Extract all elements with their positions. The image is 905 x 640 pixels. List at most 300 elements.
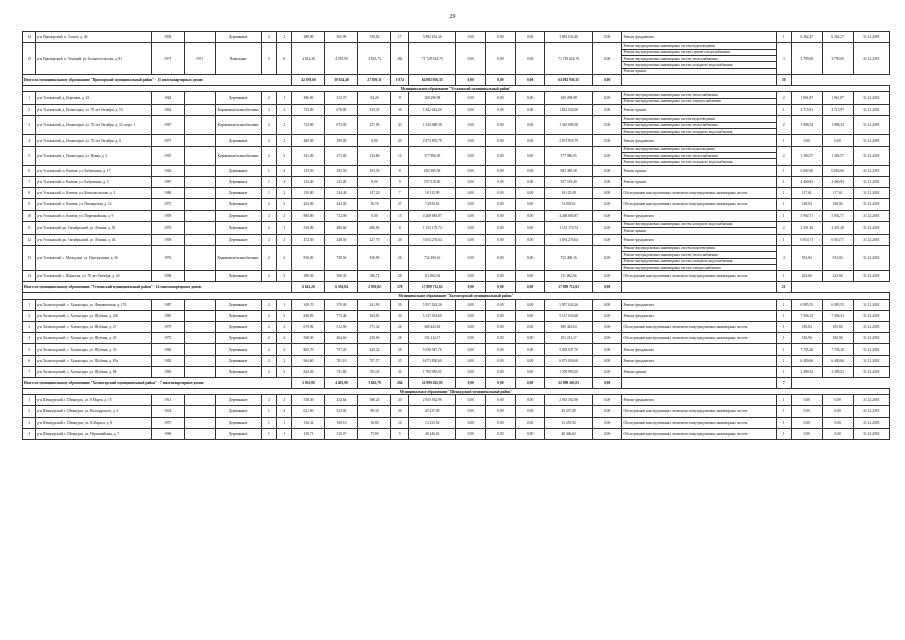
owner-funds: 45 237,90 <box>545 406 592 417</box>
work-type: Ремонт крыши <box>622 228 776 234</box>
num: 12 <box>23 234 36 245</box>
year-commissioned <box>184 428 215 439</box>
specific-cost: 4 460,83 <box>791 177 822 188</box>
total-cost: 1 416 088,38 <box>409 116 456 135</box>
regional-funds: 0,00 <box>486 32 516 43</box>
work-type: Ремонт фундамента <box>622 310 776 321</box>
work-count: 1 <box>776 135 791 146</box>
work-type: Ремонт внутридомовых инженерных систем водоотведения <box>622 116 776 122</box>
public-area: 386,20 <box>358 395 391 406</box>
total-cost: 111 862,94 <box>409 271 456 282</box>
entrances: 4 <box>277 177 292 188</box>
address: р-н Устьянский, д. Исакогорка, ул. 70 лет Октября, д. 8 <box>36 135 152 146</box>
subtotal-regional-funds: 0,00 <box>486 377 516 388</box>
table-row <box>23 271 890 282</box>
entrances: 1 <box>277 299 292 310</box>
max-cost: 0,00 <box>822 406 853 417</box>
work-count: 1 <box>776 188 791 199</box>
wall-material: Деревянные <box>215 92 261 105</box>
max-cost: 1 988,34 <box>822 116 853 135</box>
owner-funds: 1 842 043,00 <box>545 105 592 116</box>
year-commissioned <box>184 366 215 377</box>
entrances: 2 <box>277 105 292 116</box>
address: р-н Устьянский, рп. Октябрьский, ул. Ленина, д. 50 <box>36 221 152 234</box>
total-cost: 6 073 830,60 <box>409 355 456 366</box>
year-commissioned <box>184 188 215 199</box>
regional-funds: 0,00 <box>486 366 516 377</box>
work-type: Ремонт внутридомовых инженерных систем теплоснабжения <box>622 122 776 128</box>
work-type: Обследование конструктивных элементов и внутридомовых инженерных систем <box>622 199 776 210</box>
living-area: 134,40 <box>325 188 358 199</box>
num: 6 <box>23 355 36 366</box>
municipal-funds: 0,00 <box>515 322 545 333</box>
residents: 28 <box>391 344 409 355</box>
deadline: 31.12.2018 <box>853 135 890 146</box>
total-cost: 557 519,40 <box>409 177 456 188</box>
year-built: 1987 <box>151 177 184 188</box>
total-area: 679,96 <box>292 322 325 333</box>
specific-cost: 0,00 <box>791 395 822 406</box>
federal-funds: 0,00 <box>456 271 486 282</box>
table-row <box>23 355 890 366</box>
num: 7 <box>23 177 36 188</box>
max-cost: 182,96 <box>822 333 853 344</box>
federal-funds: 0,00 <box>456 165 486 176</box>
work-type: Ремонт внутридомовых инженерных систем холодного водоснабжения <box>622 221 776 227</box>
other-funds: 0,00 <box>592 299 622 310</box>
other-funds: 0,00 <box>592 355 622 366</box>
subtotal-municipal-funds: 0,00 <box>515 282 545 293</box>
municipality-header: Муниципальное образование "Шенкурский муниципальный район" <box>23 388 890 394</box>
floors: 5 <box>261 43 276 75</box>
other-funds: 0,00 <box>592 188 622 199</box>
year-built: 1982 <box>151 355 184 366</box>
address: р-н Устьянский, д. Исакогорка, ул. 70 лет Октября, д. 53 <box>36 105 152 116</box>
subtotal-residents: 278 <box>391 282 409 293</box>
specific-cost: 2 289,52 <box>791 366 822 377</box>
owner-funds: 5 127 033,60 <box>545 310 592 321</box>
work-count: 1 <box>776 355 791 366</box>
specific-cost: 6 400,66 <box>791 355 822 366</box>
entrances: 2 <box>277 146 292 165</box>
subtotal-total-area: 42 039,60 <box>292 75 325 86</box>
public-area: 445,22 <box>358 344 391 355</box>
address: р-н Устьянский, п. Кизема, ул. Комсомольская, д. 3 <box>36 188 152 199</box>
residents: 8 <box>391 92 409 105</box>
deadline: 31.12.2018 <box>853 210 890 221</box>
year-commissioned <box>184 395 215 406</box>
floors: 2 <box>261 271 276 282</box>
municipal-funds: 0,00 <box>515 271 545 282</box>
num: 6 <box>23 165 36 176</box>
other-funds: 0,00 <box>592 32 622 43</box>
address: р-н Устьянский, п. Кизема, ул. Пионерская, д. 12 <box>36 199 152 210</box>
year-commissioned <box>184 322 215 333</box>
address: р-н Шенкурский, г. Шенкурск, ул. Володарского, д. 4 <box>36 406 152 417</box>
entrances: 2 <box>277 199 292 210</box>
living-area: 443,00 <box>325 199 358 210</box>
deadline: 31.12.2018 <box>853 245 890 271</box>
work-type: Ремонт внутридомовых инженерных систем холодного водоснабжения <box>622 159 776 165</box>
specific-cost: 1 988,34 <box>791 116 822 135</box>
residents: 50 <box>391 299 409 310</box>
address: р-н Устьянский, рп. Октябрьский, ул. Ленина, д. 44 <box>36 234 152 245</box>
num: 2 <box>23 105 36 116</box>
residents: 26 <box>391 322 409 333</box>
residents: 8 <box>391 221 409 234</box>
specific-cost: 6 602,60 <box>791 165 822 176</box>
public-area: 325,45 <box>358 105 391 116</box>
housing-register-table <box>22 31 890 440</box>
entrances: 4 <box>277 165 292 176</box>
living-area: 365,99 <box>325 32 358 43</box>
num: 7 <box>23 366 36 377</box>
work-type: Ремонт внутридомовых инженерных систем теплоснабжения <box>622 252 776 258</box>
deadline: 31.12.2018 <box>853 32 890 43</box>
living-area: 125,00 <box>325 177 358 188</box>
entrances: 2 <box>277 135 292 146</box>
subtotal-federal-funds: 0,00 <box>456 282 486 293</box>
total-cost: 74 839,61 <box>409 199 456 210</box>
public-area: 103,50 <box>358 165 391 176</box>
work-type: Обследование конструктивных элементов и внутридомовых инженерных систем <box>622 188 776 199</box>
floors: 2 <box>261 135 276 146</box>
total-area: 568,30 <box>292 333 325 344</box>
table-row <box>23 395 890 406</box>
subtotal-public-area: 3 682,79 <box>358 377 391 388</box>
work-type: Ремонт фундамента <box>622 135 776 146</box>
subtotal-total-cost: 64 082 956,35 <box>409 75 456 86</box>
residents: 20 <box>391 234 409 245</box>
residents: 15 <box>391 210 409 221</box>
subtotal-row <box>23 75 890 86</box>
deadline: 31.12.2018 <box>853 146 890 165</box>
table-row <box>23 366 890 377</box>
owner-funds: 1 416 088,38 <box>545 116 592 135</box>
residents: 20 <box>391 135 409 146</box>
floors: 2 <box>261 210 276 221</box>
federal-funds: 0,00 <box>456 199 486 210</box>
owner-funds: 1 709 985,05 <box>545 366 592 377</box>
year-built: 1973 <box>151 199 184 210</box>
total-area: 132,40 <box>292 177 325 188</box>
year-built: 1967 <box>151 116 184 135</box>
work-type: Ремонт крыши <box>622 165 776 176</box>
specific-cost: 185,84 <box>791 322 822 333</box>
year-built: 1934 <box>151 406 184 417</box>
work-type: Ремонт фундамента <box>622 32 776 43</box>
subtotal-total-cost: 22 999 265,03 <box>409 377 456 388</box>
federal-funds: 0,00 <box>456 92 486 105</box>
work-count: 1 <box>776 210 791 221</box>
num: 8 <box>23 188 36 199</box>
total-area: 735,00 <box>292 105 325 116</box>
public-area: 3 833,74 <box>358 43 391 75</box>
subtotal-label: Итого по муниципальному образованию "Устьянский муниципальный район" - 14 многоквартирных домов: <box>23 282 292 293</box>
municipal-funds: 0,00 <box>515 32 545 43</box>
municipal-funds: 0,00 <box>515 395 545 406</box>
living-area: 773,40 <box>325 310 358 321</box>
year-built: 1976 <box>151 245 184 271</box>
work-type: Ремонт внутридомовых инженерных систем водоотведения <box>622 146 776 152</box>
public-area: 227,70 <box>358 234 391 245</box>
regional-funds: 0,00 <box>486 188 516 199</box>
total-cost: 45 237,90 <box>409 406 456 417</box>
total-cost: 1 709 985,05 <box>409 366 456 377</box>
residents: 32 <box>391 366 409 377</box>
year-commissioned <box>184 221 215 234</box>
work-count: 1 <box>776 406 791 417</box>
specific-cost: 913,84 <box>791 245 822 271</box>
public-area: 0,00 <box>358 210 391 221</box>
total-area: 844,30 <box>292 366 325 377</box>
total-area: 472,30 <box>292 234 325 245</box>
year-built: 1985 <box>151 310 184 321</box>
year-built: 1970 <box>151 221 184 234</box>
total-cost: 5 127 033,60 <box>409 310 456 321</box>
subtotal-regional-funds: 0,00 <box>486 75 516 86</box>
owner-funds: 380 443,63 <box>545 322 592 333</box>
wall-material: Деревянные <box>215 428 261 439</box>
regional-funds: 0,00 <box>486 428 516 439</box>
public-area: 763,43 <box>358 366 391 377</box>
owner-funds: 18 125,99 <box>545 188 592 199</box>
work-type: Обследование конструктивных элементов и внутридомовых инженерных систем <box>622 333 776 344</box>
year-commissioned <box>184 146 215 165</box>
deadline: 31.12.2018 <box>853 355 890 366</box>
entrances: 2 <box>277 188 292 199</box>
max-cost: 4 460,83 <box>822 177 853 188</box>
living-area: 673,00 <box>325 116 358 135</box>
work-count: 1 <box>776 32 791 43</box>
total-cost: 101 212,17 <box>409 333 456 344</box>
table-row <box>23 188 890 199</box>
address: р-н Устьянский, с. Малодоры, ул. Центральная, д. 36 <box>36 245 152 271</box>
year-commissioned <box>184 165 215 176</box>
floors: 2 <box>261 92 276 105</box>
municipal-funds: 0,00 <box>515 188 545 199</box>
work-count: 1 <box>776 322 791 333</box>
entrances: 2 <box>277 32 292 43</box>
other-funds: 0,00 <box>592 322 622 333</box>
deadline: 31.12.2018 <box>853 92 890 105</box>
address: р-н Устьянский, с. Шангалы, ул. 70 лет Октября, д. 26 <box>36 271 152 282</box>
specific-cost: 6 262,27 <box>791 32 822 43</box>
subtotal-total-area: 5 033,80 <box>292 377 325 388</box>
table-row <box>23 428 890 439</box>
year-built: 1958 <box>151 234 184 245</box>
municipal-funds: 0,00 <box>515 245 545 271</box>
federal-funds: 0,00 <box>456 406 486 417</box>
public-area: 356,90 <box>358 245 391 271</box>
other-funds: 0,00 <box>592 271 622 282</box>
owner-funds: 5 957 024,26 <box>545 299 592 310</box>
deadline: 31.12.2018 <box>853 271 890 282</box>
regional-funds: 0,00 <box>486 135 516 146</box>
year-built: 1986 <box>151 188 184 199</box>
regional-funds: 0,00 <box>486 177 516 188</box>
living-area: 108,10 <box>325 417 358 428</box>
num: 3 <box>23 417 36 428</box>
living-area: 313,70 <box>325 92 358 105</box>
floors: 2 <box>261 221 276 234</box>
total-area: 964,60 <box>292 355 325 366</box>
num: 11 <box>23 221 36 234</box>
table-row <box>23 177 890 188</box>
residents: 12 <box>391 146 409 165</box>
year-commissioned <box>184 245 215 271</box>
address: р-н Холмогорский, с. Холмогоры, ул. Шубина, д. 83а <box>36 355 152 366</box>
work-count: 3 <box>776 43 791 75</box>
work-type: Ремонт фундамента <box>622 395 776 406</box>
other-funds: 0,00 <box>592 221 622 234</box>
address: р-н Холмогорский, с. Холмогоры, ул. Шубина, д. 88 <box>36 366 152 377</box>
table-row <box>23 165 890 176</box>
public-area: 134,80 <box>358 146 391 165</box>
floors: 2 <box>261 355 276 366</box>
subtotal-work-type <box>622 377 776 388</box>
year-built: 1975 <box>151 333 184 344</box>
municipality-header: Муниципальное образование "Устьянский муниципальный район" <box>23 86 890 92</box>
federal-funds: 0,00 <box>456 146 486 165</box>
floors: 2 <box>261 366 276 377</box>
municipal-funds: 0,00 <box>515 428 545 439</box>
year-commissioned <box>184 32 215 43</box>
entrances: 6 <box>277 43 292 75</box>
owner-funds: 40 446,62 <box>545 428 592 439</box>
total-area: 139,71 <box>292 428 325 439</box>
wall-material: Деревянные <box>215 199 261 210</box>
address: р-н Приморский, п. Талаги, д. 46 <box>36 32 152 43</box>
living-area: 757,20 <box>325 344 358 355</box>
year-commissioned <box>184 105 215 116</box>
wall-material: Деревянные <box>215 310 261 321</box>
residents: 26 <box>391 245 409 271</box>
work-type: Обследование конструктивных элементов и внутридомовых инженерных систем <box>622 406 776 417</box>
year-built: 1969 <box>151 428 184 439</box>
entrances: 2 <box>277 366 292 377</box>
deadline: 31.12.2018 <box>853 177 890 188</box>
federal-funds: 0,00 <box>456 135 486 146</box>
total-cost: 683 369,58 <box>409 165 456 176</box>
num: 3 <box>23 322 36 333</box>
year-commissioned: 1971 <box>184 43 215 75</box>
federal-funds: 0,00 <box>456 344 486 355</box>
living-area: 399,00 <box>325 135 358 146</box>
max-cost: 6 262,27 <box>822 32 853 43</box>
municipal-funds: 0,00 <box>515 43 545 75</box>
deadline: 31.12.2018 <box>853 428 890 439</box>
max-cost: 1 384,57 <box>822 146 853 165</box>
num: 5 <box>23 146 36 165</box>
floors: 2 <box>261 299 276 310</box>
residents: 43 <box>391 116 409 135</box>
subtotal-federal-funds: 0,00 <box>456 75 486 86</box>
entrances: 2 <box>277 344 292 355</box>
federal-funds: 0,00 <box>456 116 486 135</box>
residents: 37 <box>391 199 409 210</box>
deadline: 31.12.2018 <box>853 406 890 417</box>
deadline: 31.12.2018 <box>853 165 890 176</box>
year-commissioned <box>184 299 215 310</box>
year-built: 1964 <box>151 92 184 105</box>
regional-funds: 0,00 <box>486 245 516 271</box>
num: 4 <box>23 135 36 146</box>
deadline: 31.12.2018 <box>853 366 890 377</box>
municipal-funds: 0,00 <box>515 355 545 366</box>
work-count: 1 <box>776 395 791 406</box>
work-type: Ремонт фундамента <box>622 210 776 221</box>
specific-cost: 182,96 <box>791 333 822 344</box>
year-commissioned <box>184 271 215 282</box>
specific-cost: 168,94 <box>791 199 822 210</box>
subtotal-owner-funds: 64 082 956,35 <box>545 75 592 86</box>
work-type: Ремонт внутридомовых инженерных систем холодного водоснабжения <box>622 129 776 135</box>
table-row <box>23 333 890 344</box>
work-count: 1 <box>776 234 791 245</box>
total-area: 4 652,40 <box>292 43 325 75</box>
deadline: 31.12.2018 <box>853 188 890 199</box>
regional-funds: 0,00 <box>486 322 516 333</box>
deadline: 31.12.2018 <box>853 333 890 344</box>
wall-material: Деревянные <box>215 32 261 43</box>
residents: 7 <box>391 188 409 199</box>
work-count: 1 <box>776 428 791 439</box>
owner-funds: 71 729 634,70 <box>545 43 592 75</box>
entrances: 2 <box>277 234 292 245</box>
owner-funds: 169 298,98 <box>545 92 592 105</box>
subtotal-other-funds: 0,00 <box>592 282 622 293</box>
floors: 2 <box>261 234 276 245</box>
max-cost: 223,66 <box>822 271 853 282</box>
subtotal-label: Итого по муниципальному образованию "Холмогорский муниципальный район" - 7 многоквартирных домов: <box>23 377 292 388</box>
subtotal-work-count: 21 <box>776 282 791 293</box>
federal-funds: 0,00 <box>456 310 486 321</box>
floors: 2 <box>261 146 276 165</box>
total-area: 530,00 <box>292 221 325 234</box>
regional-funds: 0,00 <box>486 406 516 417</box>
municipal-funds: 0,00 <box>515 146 545 165</box>
num: 4 <box>23 333 36 344</box>
wall-material: Деревянные <box>215 177 261 188</box>
total-cost: 5 039 947,70 <box>409 344 456 355</box>
regional-funds: 0,00 <box>486 395 516 406</box>
floors: 1 <box>261 406 276 417</box>
living-area: 448,50 <box>325 234 358 245</box>
federal-funds: 0,00 <box>456 234 486 245</box>
address: р-н Устьянский, д. Березник, д. 23 <box>36 92 152 105</box>
residents: 5 <box>391 428 409 439</box>
specific-cost: 0,00 <box>791 406 822 417</box>
subtotal-row <box>23 282 890 293</box>
regional-funds: 0,00 <box>486 310 516 321</box>
municipal-funds: 0,00 <box>515 199 545 210</box>
subtotal-public-area: 2 930,82 <box>358 282 391 293</box>
year-built: 1959 <box>151 210 184 221</box>
residents: 35 <box>391 355 409 366</box>
owner-funds: 557 519,40 <box>545 177 592 188</box>
deadline: 31.12.2018 <box>853 395 890 406</box>
other-funds: 0,00 <box>592 366 622 377</box>
specific-cost: 1 961,87 <box>791 92 822 105</box>
year-built: 1975 <box>151 322 184 333</box>
federal-funds: 0,00 <box>456 245 486 271</box>
num: 14 <box>23 32 36 43</box>
table-row <box>23 32 890 43</box>
public-area: 75,80 <box>358 428 391 439</box>
specific-cost: 2 715,81 <box>791 105 822 116</box>
max-cost: 1 961,87 <box>822 92 853 105</box>
